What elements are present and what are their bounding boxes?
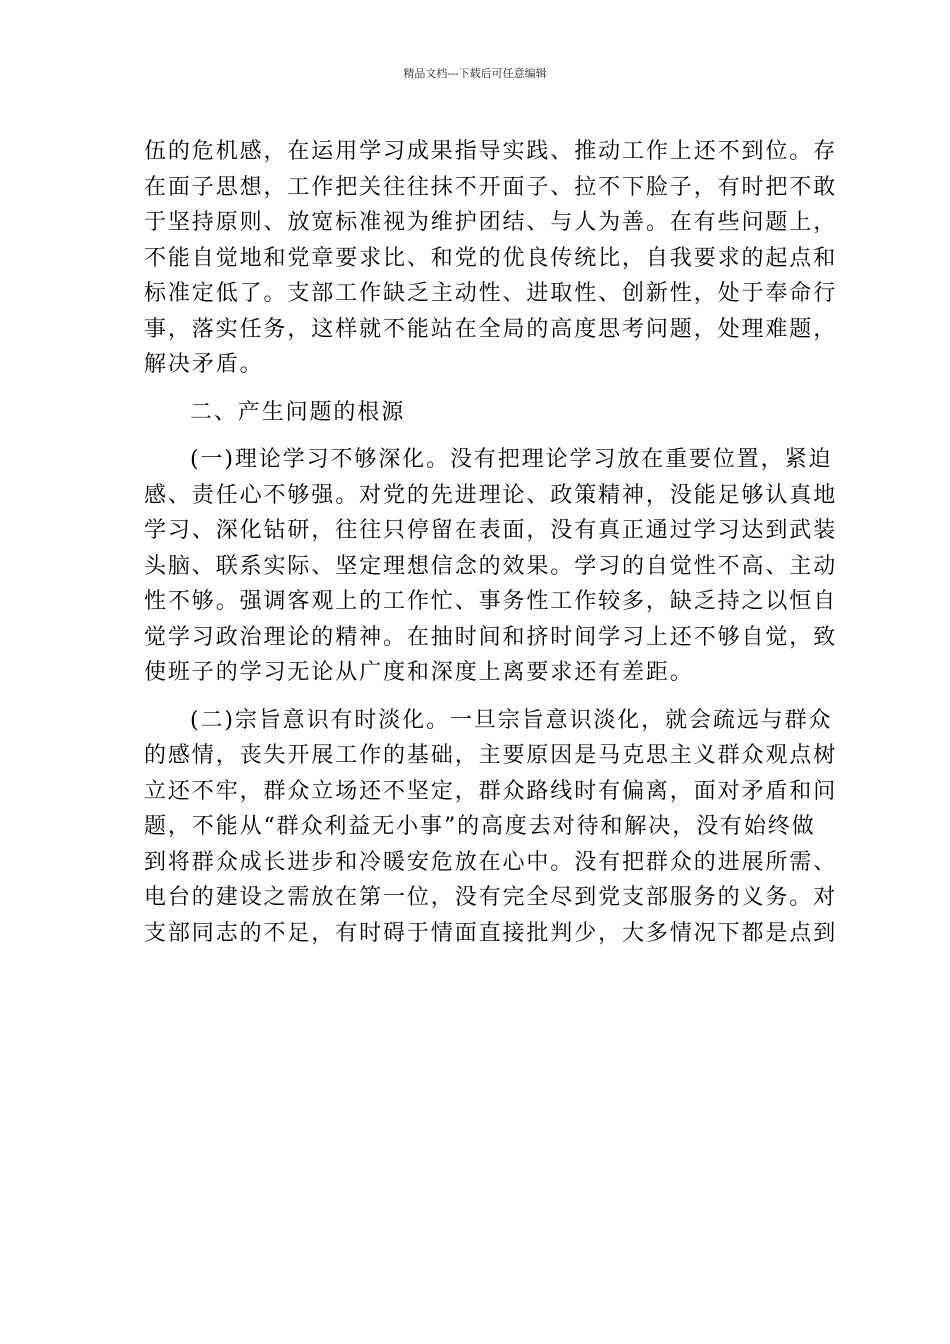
text-line: 感、责任心不够强。对党的先进理论、政策精神，没能足够认真地 <box>144 482 838 508</box>
text-line: 的感情，丧失开展工作的基础，主要原因是马克思主义群众观点树 <box>144 743 838 768</box>
text-line: 标准定低了。支部工作缺乏主动性、进取性、创新性，处于奉命行 <box>144 281 838 306</box>
heading-line: 二、产生问题的根源 <box>190 399 406 425</box>
section-heading <box>144 395 808 431</box>
page-header: 精品文档---下载后可任意编辑 <box>403 67 547 80</box>
paragraph-theory-study <box>144 442 838 691</box>
text-line: 支部同志的不足，有时碍于情面直接批判少，大多情况下都是点到 <box>144 920 838 946</box>
paragraph-purpose-awareness <box>144 703 838 952</box>
text-line: 题，不能从“群众利益无小事”的高度去对待和解决，没有始终做 <box>144 814 816 839</box>
text-line: 到将群众成长进步和冷暖安危放在心中。没有把群众的进展所需、 <box>144 849 838 875</box>
text-line: 伍的危机感，在运用学习成果指导实践、推动工作上还不到位。存 <box>144 139 838 164</box>
text-line: (一)理论学习不够深化。没有把理论学习放在重要位置，紧迫 <box>190 447 833 472</box>
text-line: (二)宗旨意识有时淡化。一旦宗旨意识淡化，就会疏远与群众 <box>190 707 833 733</box>
text-line: 性不够。强调客观上的工作忙、事务性工作较多，缺乏持之以恒自 <box>144 589 838 614</box>
text-line: 觉学习政治理论的精神。在抽时间和挤时间学习上还不够自觉，致 <box>144 624 838 650</box>
text-line: 在面子思想，工作把关往往抹不开面子、拉不下脸子，有时把不敢 <box>144 174 838 200</box>
text-line: 使班子的学习无论从广度和深度上离要求还有差距。 <box>144 660 694 685</box>
text-line: 解决矛盾。 <box>144 352 264 377</box>
paragraph-continuation <box>144 134 838 383</box>
text-line: 头脑、联系实际、坚定理想信念的效果。学习的自觉性不高、主动 <box>144 553 838 579</box>
text-line: 学习、深化钻研，往往只停留在表面，没有真正通过学习达到武装 <box>144 518 838 543</box>
text-line: 事，落实任务，这样就不能站在全局的高度思考问题，处理难题， <box>144 316 838 342</box>
document-body <box>144 134 838 951</box>
text-line: 电台的建设之需放在第一位，没有完全尽到党支部服务的义务。对 <box>144 885 838 910</box>
text-line: 不能自觉地和党章要求比、和党的优良传统比，自我要求的起点和 <box>144 245 838 271</box>
text-line: 立还不牢，群众立场还不坚定，群众路线时有偏离，面对矛盾和问 <box>144 778 838 804</box>
text-line: 于坚持原则、放宽标准视为维护团结、与人为善。在有些问题上， <box>144 210 838 235</box>
